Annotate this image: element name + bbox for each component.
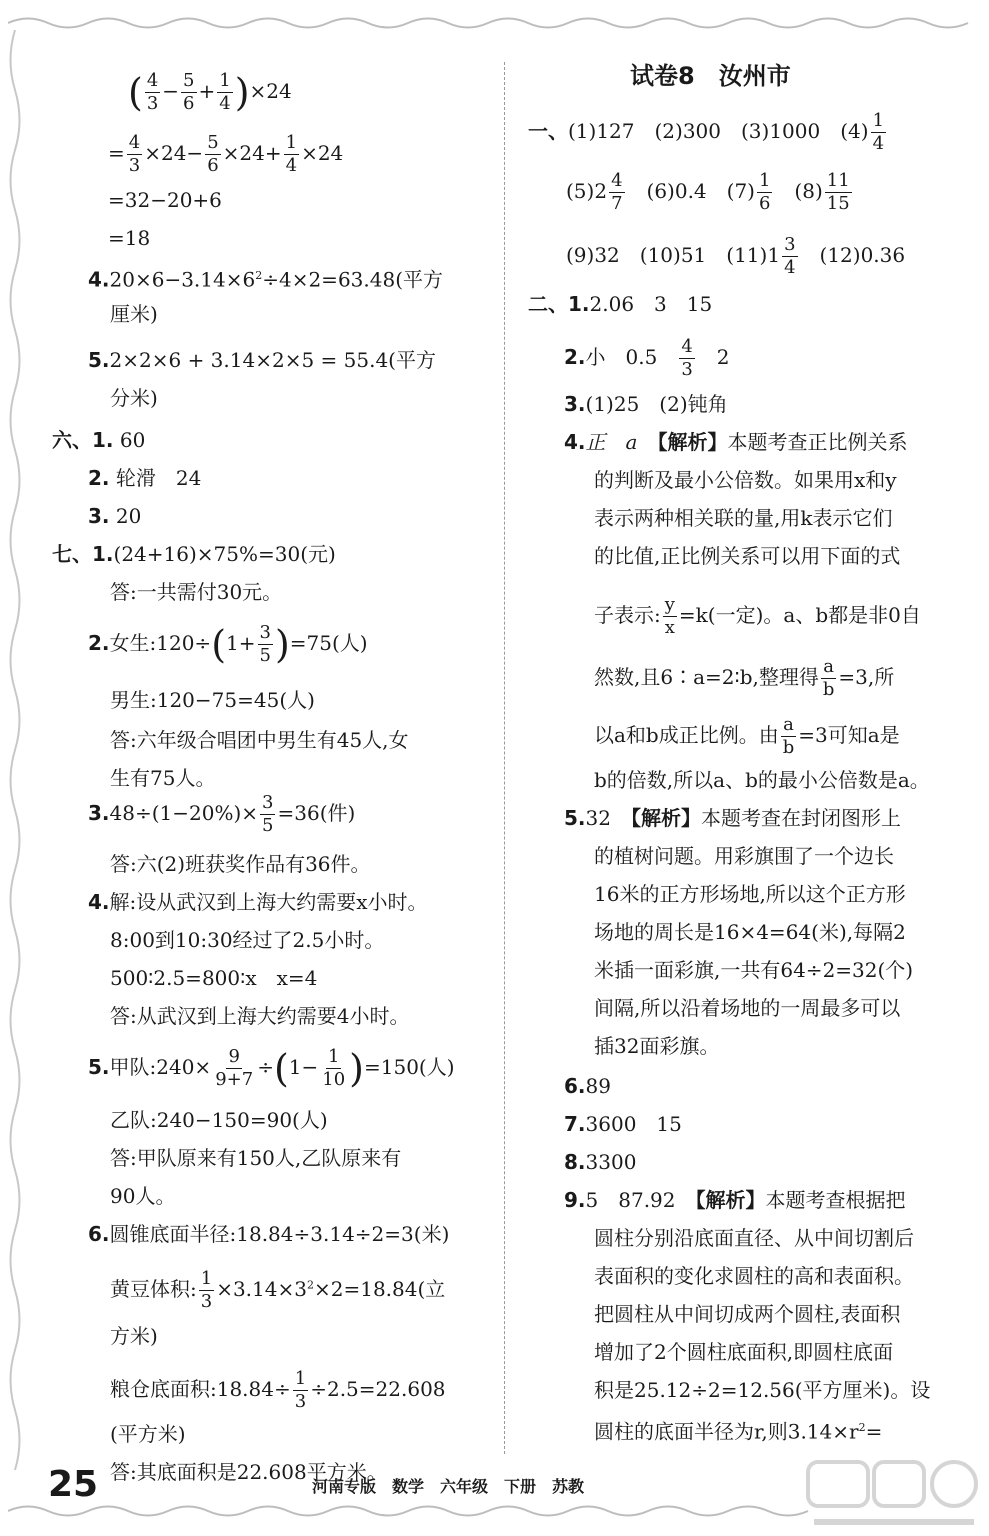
q4-line: $4.20\times 6-3.14\times 6^2\div 4\times 2=63.48$(平方 — [88, 267, 443, 292]
denominator: 10 — [322, 1069, 346, 1090]
denominator: 4 — [872, 133, 885, 154]
denominator: b — [782, 737, 795, 758]
s1-row3: (9)32 (10)51 (11)1 $\frac{3}{4}$ (12)0.36 — [566, 234, 906, 278]
s7-q3-ans: 答:六(2)班获奖作品有36件。 — [110, 852, 371, 876]
numerator: 4 — [146, 70, 159, 91]
q4-cont: 厘米) — [110, 302, 158, 326]
s2-q4-l2: 的判断及最小公倍数。如果用x和y — [594, 468, 897, 492]
s7-q4-l4: 答:从武汉到上海大约需要4小时。 — [110, 1004, 410, 1028]
q5-line: 5.2×2×6 + 3.14×2×5 = 55.4(平方 — [88, 348, 436, 372]
numerator: 3 — [259, 622, 271, 643]
s6-q2: 2. 轮滑 24 — [88, 466, 202, 490]
fraction — [260, 794, 275, 835]
fraction — [205, 134, 220, 175]
denominator: 4 — [784, 257, 796, 278]
s7-q3: 3.48÷(1−20%)× $\frac{3}{5}$ =36(件) — [88, 792, 356, 836]
s7-q6-l2: 黄豆体积: $\frac{1}{3}$ $\times 3.14\times 3^2\times 2=18.84$(立 — [110, 1268, 446, 1312]
calc-line-1: ( $\frac{4}{3}$ − $\frac{5}{6}$ + $\frac{1}{4}$ )×24 — [128, 70, 292, 115]
fraction — [781, 716, 797, 757]
fraction — [871, 112, 886, 153]
numerator: 4 — [611, 170, 623, 191]
s2-q1: 二、1.2.06 3 15 — [528, 292, 713, 316]
fraction — [663, 596, 677, 637]
numerator: 11 — [826, 170, 850, 191]
calc-line-2: = $\frac{4}{3}$ ×24− $\frac{5}{6}$ ×24+ $\frac{1}{4}$ ×24 — [108, 132, 344, 176]
s2-q4-l1: 4.正 a 【解析】本题考查正比例关系 — [564, 430, 908, 454]
s7-q5-l2: 乙队:240−150=90(人) — [110, 1108, 328, 1132]
numerator: a — [783, 714, 794, 735]
fraction — [821, 658, 837, 699]
s2-q5-l5: 米插一面彩旗,一共有64÷2=32(个) — [594, 958, 914, 982]
denominator: 3 — [128, 155, 141, 176]
s2-q4-l3: 表示两种相关联的量,用k表示它们 — [594, 506, 893, 530]
numerator: 1 — [327, 1046, 340, 1067]
denominator: 6 — [207, 155, 219, 176]
s2-q4-l6: 然数,且6∶a=2∶b,整理得 $\frac{a}{b}$ =3,所 — [594, 656, 895, 700]
denominator: x — [664, 617, 675, 638]
denominator: 3 — [681, 359, 693, 380]
s2-q4-l5: 子表示: $\frac{y}{x}$ =k(一定)。a、b都是非0自 — [594, 594, 921, 638]
s2-q6: 6.89 — [564, 1074, 611, 1098]
fraction — [782, 236, 797, 277]
numerator: 1 — [872, 110, 885, 131]
top-border-wave — [8, 14, 978, 32]
s2-q4-l8: b的倍数,所以a、b的最小公倍数是a。 — [594, 768, 930, 792]
calc-line-3: =32−20+6 — [108, 188, 222, 212]
s1-row1: 一、(1)127 (2)300 (3)1000 (4) $\frac{1}{4}$ — [528, 110, 885, 154]
s6-q1: 六、1. 60 — [52, 428, 146, 452]
s2-q5-l7: 插32面彩旗。 — [594, 1034, 720, 1058]
s2-q8: 8.3300 — [564, 1150, 637, 1174]
s7-q4-l1: 4.解:设从武汉到上海大约需要x小时。 — [88, 890, 428, 914]
s7-q4-l3: 500∶2.5=800∶x x=4 — [110, 966, 318, 990]
numerator: 3 — [784, 234, 796, 255]
column-divider — [504, 62, 505, 1454]
fraction — [213, 1048, 255, 1089]
numerator: 1 — [294, 1368, 307, 1389]
s7-q6-l4: 粮仓底面积:18.84÷ $\frac{1}{3}$ ÷2.5=22.608 — [110, 1368, 446, 1412]
denominator: b — [822, 679, 835, 700]
fraction — [258, 624, 273, 665]
numerator: y — [664, 594, 675, 615]
numerator: 5 — [207, 132, 219, 153]
s2-q5-l2: 的植树问题。用彩旗围了一个边长 — [594, 844, 894, 868]
s2-q3: 3.(1)25 (2)钝角 — [564, 392, 728, 416]
numerator: a — [823, 656, 834, 677]
fraction — [609, 172, 624, 213]
denominator: 15 — [826, 193, 850, 214]
s7-q1: 七、1.(24+16)×75%=30(元) — [52, 542, 336, 566]
s7-q2-l2: 男生:120−75=45(人) — [110, 688, 315, 712]
denominator: 4 — [285, 155, 298, 176]
s2-q4-l7: 以a和b成正比例。由 $\frac{a}{b}$ =3可知a是 — [594, 714, 900, 758]
page-title: 试卷8 汝州市 — [630, 62, 791, 90]
numerator: 9 — [228, 1046, 240, 1067]
numerator: 1 — [285, 132, 298, 153]
s7-q5-l4: 90人。 — [110, 1184, 176, 1208]
page-number: 25 — [48, 1464, 99, 1505]
denominator: 6 — [758, 193, 771, 214]
s7-q2: 2.女生:120÷(1+ $\frac{3}{5}$ )=75(人) — [88, 622, 368, 667]
denominator: 4 — [219, 93, 231, 114]
s2-q5-l1: 5.32 【解析】本题考查在封闭图形上 — [564, 806, 901, 830]
s7-q2-l4: 生有75人。 — [110, 766, 216, 790]
fraction — [145, 72, 160, 113]
s2-q5-l3: 16米的正方形场地,所以这个正方形 — [594, 882, 906, 906]
numerator: 5 — [183, 70, 195, 91]
denominator: 5 — [259, 645, 271, 666]
denominator: 3 — [146, 93, 159, 114]
s7-q1-ans: 答:一共需付30元。 — [110, 580, 283, 604]
s2-q9-l1: 9.5 87.92 【解析】本题考查根据把 — [564, 1188, 906, 1212]
numerator: 1 — [758, 170, 771, 191]
fraction — [293, 1370, 308, 1411]
s2-q9-l2: 圆柱分别沿底面直径、从中间切割后 — [594, 1226, 914, 1250]
s7-q6-l6: 答:其底面积是22.608平方米。 — [110, 1460, 387, 1484]
s2-q7: 7.3600 15 — [564, 1112, 682, 1136]
s2-q9-l5: 增加了2个圆柱底面积,即圆柱底面 — [594, 1340, 894, 1364]
q5-cont: 分米) — [110, 386, 158, 410]
s7-q6-l1: 6.圆锥底面半径:18.84÷3.14÷2=3(米) — [88, 1222, 450, 1246]
denominator: 9+7 — [215, 1069, 254, 1090]
fraction — [284, 134, 299, 175]
numerator: 3 — [262, 792, 274, 813]
left-border-wave — [4, 30, 26, 1500]
denominator: 7 — [611, 193, 623, 214]
denominator: 5 — [262, 815, 274, 836]
s2-q9-l3: 表面积的变化求圆柱的高和表面积。 — [594, 1264, 914, 1288]
fraction — [199, 1270, 214, 1311]
s2-q5-l6: 间隔,所以沿着场地的一周最多可以 — [594, 996, 901, 1020]
denominator: 3 — [294, 1391, 307, 1412]
denominator: 6 — [183, 93, 195, 114]
s7-q5-l3: 答:甲队原来有150人,乙队原来有 — [110, 1146, 402, 1170]
s2-q9-l4: 把圆柱从中间切成两个圆柱,表面积 — [594, 1302, 901, 1326]
footer-text: 河南专版 数学 六年级 下册 苏教 — [312, 1477, 585, 1496]
fraction — [679, 338, 694, 379]
fraction — [181, 72, 196, 113]
s7-q5: 5.甲队:240× $\frac{9}{9+7}$ ÷(1− $\frac{1}{10}$ )=150(人) — [88, 1046, 455, 1091]
s2-q4-l4: 的比值,正比例关系可以用下面的式 — [594, 544, 901, 568]
s2-q9-l7: 圆柱的底面半径为r,则$3.14\times r^2=$ — [594, 1419, 883, 1444]
numerator: 1 — [219, 70, 231, 91]
s1-row2: (5)2 $\frac{4}{7}$ (6)0.4 (7) $\frac{1}{6}$ (8) $\frac{11}{15}$ — [566, 170, 850, 214]
numerator: 4 — [128, 132, 141, 153]
s7-q6-l3: 方米) — [110, 1324, 158, 1348]
fraction — [320, 1048, 347, 1089]
fraction — [757, 172, 772, 213]
s7-q4-l2: 8:00到10:30经过了2.5小时。 — [110, 928, 385, 952]
s7-q2-l3: 答:六年级合唱团中男生有45人,女 — [110, 728, 409, 752]
fraction — [217, 72, 232, 113]
numerator: 4 — [681, 336, 693, 357]
denominator: 3 — [200, 1291, 213, 1312]
s6-q3: 3. 20 — [88, 504, 142, 528]
watermark-logo-icon — [804, 1456, 984, 1534]
s7-q6-l5: (平方米) — [110, 1422, 186, 1446]
s2-q2: 2.小 0.5 $\frac{4}{3}$ 2 — [564, 336, 730, 380]
fraction — [825, 172, 852, 213]
s2-q9-l6: 积是25.12÷2=12.56(平方厘米)。设 — [594, 1378, 931, 1402]
s2-q5-l4: 场地的周长是16×4=64(米),每隔2 — [594, 920, 906, 944]
numerator: 1 — [200, 1268, 213, 1289]
fraction — [127, 134, 142, 175]
calc-line-4: =18 — [108, 226, 151, 250]
